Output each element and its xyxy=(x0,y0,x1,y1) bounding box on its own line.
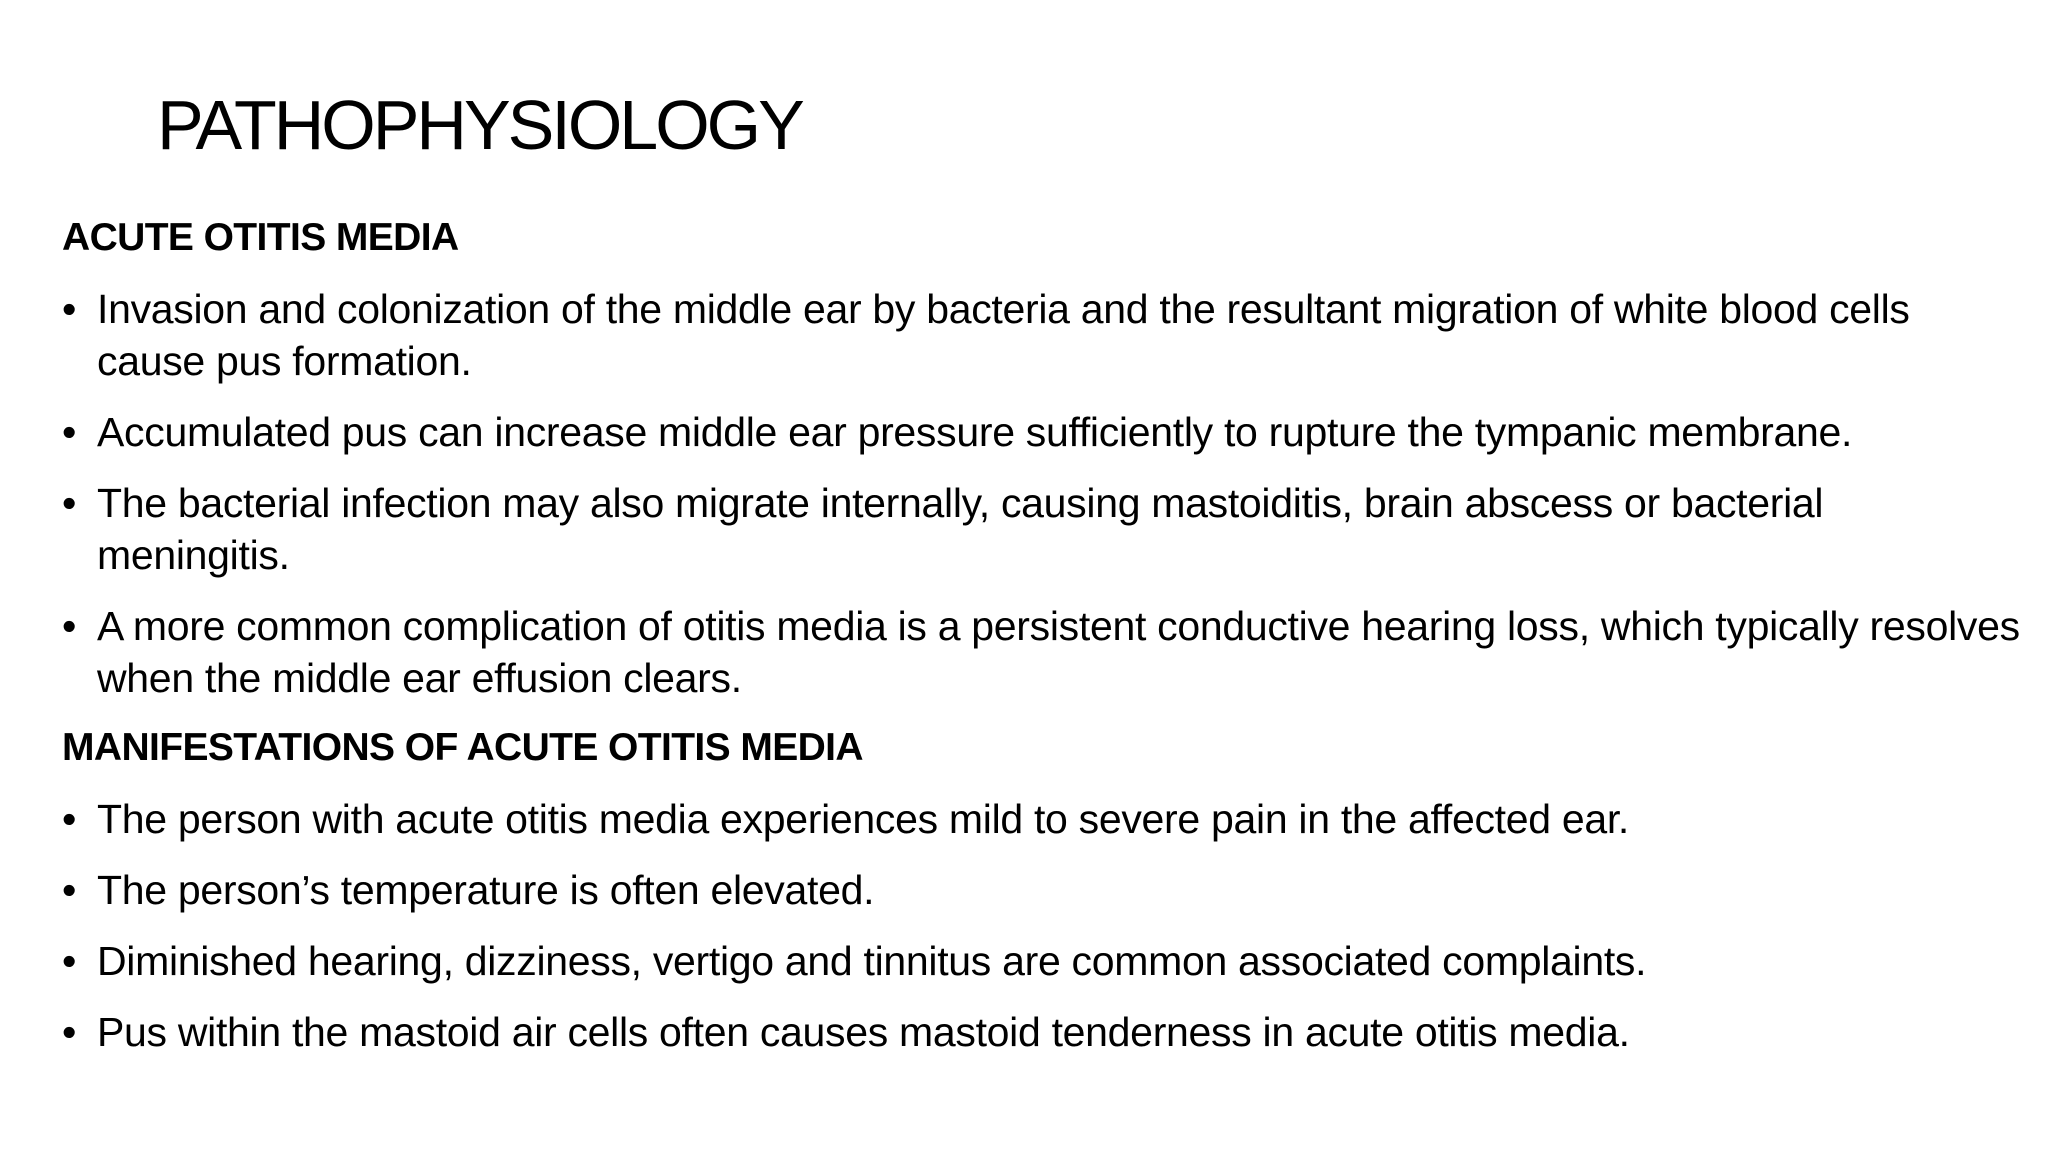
bullet-item xyxy=(62,477,2022,581)
bullet-item xyxy=(62,935,2022,987)
slide-title: PATHOPHYSIOLOGY xyxy=(157,86,802,164)
bullet-text: The bacterial infection may also migrate internally, causing mastoiditis, brain abscess or bacterial meningitis. xyxy=(97,480,1824,578)
bullet-icon: • xyxy=(62,938,77,984)
bullet-text: Accumulated pus can increase middle ear pressure sufficiently to rupture the tympanic membrane. xyxy=(97,409,1853,455)
bullet-list xyxy=(62,793,2022,1058)
bullet-text: A more common complication of otitis media is a persistent conductive hearing loss, which typically resolves when the middle ear effusion clears. xyxy=(97,603,2020,701)
bullet-text: The person’s temperature is often elevated. xyxy=(97,867,875,913)
bullet-item xyxy=(62,600,2022,704)
bullet-icon: • xyxy=(62,409,77,455)
bullet-item xyxy=(62,1006,2022,1058)
bullet-icon: • xyxy=(62,1009,77,1055)
section-heading: ACUTE OTITIS MEDIA xyxy=(62,216,459,259)
bullet-item xyxy=(62,793,2022,845)
bullet-icon: • xyxy=(62,796,77,842)
bullet-item xyxy=(62,406,2022,458)
bullet-item xyxy=(62,283,2022,387)
bullet-text: The person with acute otitis media experiences mild to severe pain in the affected ear. xyxy=(97,796,1630,842)
bullet-icon: • xyxy=(62,867,77,913)
bullet-icon: • xyxy=(62,286,77,332)
bullet-icon: • xyxy=(62,603,77,649)
bullet-list xyxy=(62,283,2022,704)
section-manifestations xyxy=(62,723,2022,1058)
bullet-text: Invasion and colonization of the middle ear by bacteria and the resultant migration of white blood cells cause pus formation. xyxy=(97,286,1910,384)
bullet-icon: • xyxy=(62,480,77,526)
section-heading: MANIFESTATIONS OF ACUTE OTITIS MEDIA xyxy=(62,726,863,769)
section-acute-otitis-media xyxy=(62,213,2022,704)
slide-content xyxy=(62,213,2022,1077)
bullet-text: Pus within the mastoid air cells often causes mastoid tenderness in acute otitis media. xyxy=(97,1009,1630,1055)
bullet-item xyxy=(62,864,2022,916)
bullet-text: Diminished hearing, dizziness, vertigo and tinnitus are common associated complaints. xyxy=(97,938,1647,984)
